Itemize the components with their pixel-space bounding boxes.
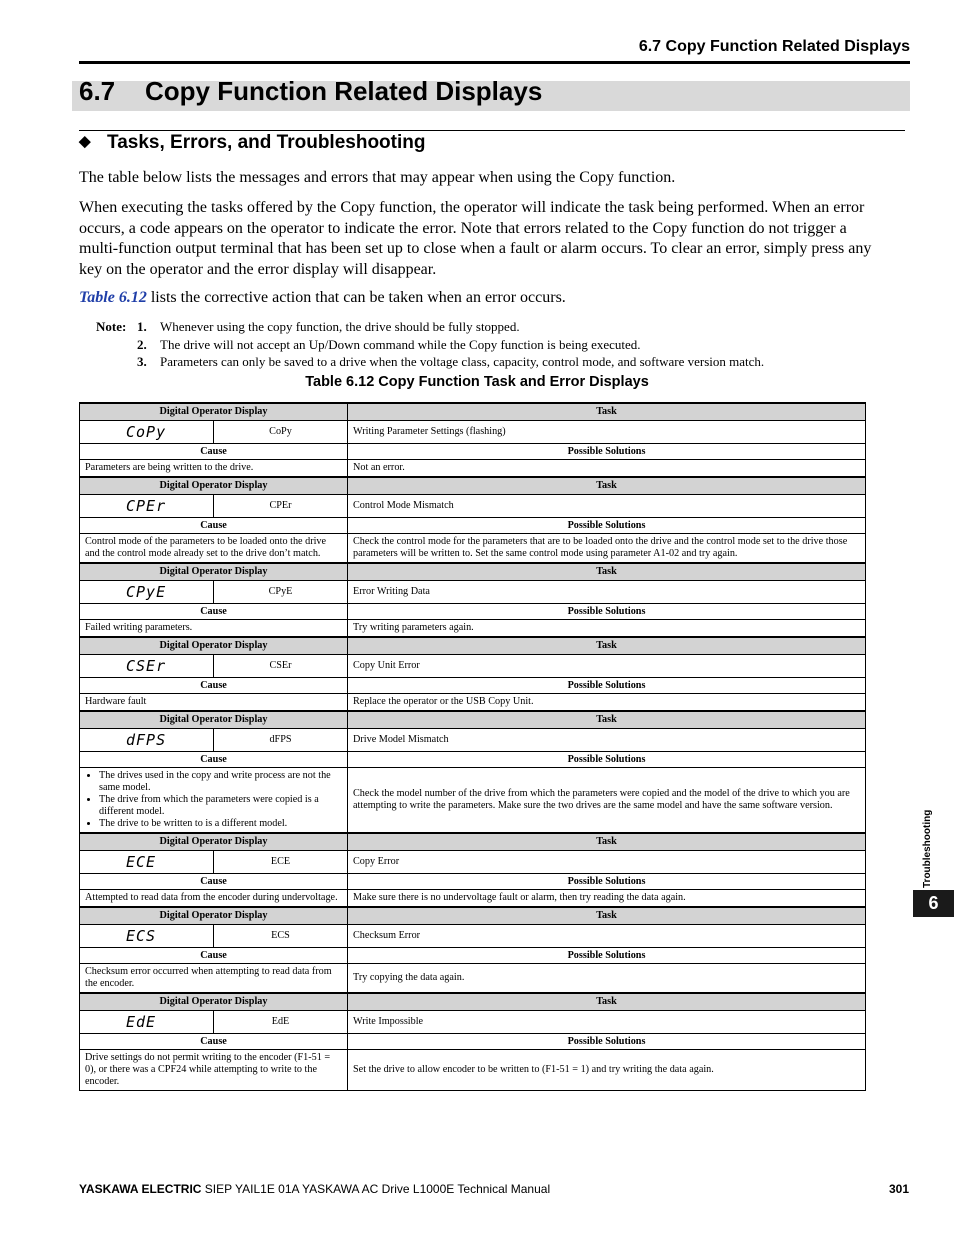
cause-list	[85, 770, 342, 830]
subsection-title: Tasks, Errors, and Troubleshooting	[107, 132, 426, 153]
header-cause: Cause	[80, 444, 348, 460]
footer	[79, 1182, 550, 1196]
table-subheader-row	[80, 874, 866, 890]
lcd-display-glyph: CPEr	[80, 495, 214, 518]
header-cause: Cause	[80, 948, 348, 964]
table-header-row	[80, 403, 866, 421]
table-row	[80, 620, 866, 638]
cause-list-item: • The drives used in the copy and write process are not the same model.	[99, 770, 342, 794]
lcd-display-glyph: EdE	[80, 1011, 214, 1034]
header-task: Task	[348, 477, 866, 495]
task-description: Error Writing Data	[348, 581, 866, 604]
note-item: 3. Parameters can only be saved to a drive when the voltage class, capacity, control mode, and software version match.	[137, 354, 765, 369]
solution-cell: Replace the operator or the USB Copy Unit.	[348, 694, 866, 712]
solution-cell: Set the drive to allow encoder to be written to (F1-51 = 1) and try writing the data again.	[348, 1050, 866, 1091]
header-solutions: Possible Solutions	[348, 444, 866, 460]
header-rule	[79, 61, 910, 64]
table-header-row	[80, 563, 866, 581]
subsection-heading	[79, 132, 425, 154]
table-row	[80, 534, 866, 564]
table-row	[80, 655, 866, 678]
header-task: Task	[348, 993, 866, 1011]
subsection-rule	[79, 130, 905, 131]
page-number: 301	[888, 1182, 909, 1196]
header-task: Task	[348, 711, 866, 729]
note-item: Note: 1. Whenever using the copy function, the drive should be fully stopped.	[96, 319, 520, 334]
error-code: CSEr	[214, 655, 348, 678]
table-row	[80, 495, 866, 518]
error-code: ECS	[214, 925, 348, 948]
table-row	[80, 460, 866, 478]
cause-cell: Control mode of the parameters to be loaded onto the drive and the control mode already set to the drive don’t match.	[80, 534, 348, 564]
cause-list-item: • The drive to be written to is a different model.	[99, 818, 342, 830]
header-solutions: Possible Solutions	[348, 752, 866, 768]
cause-cell: Failed writing parameters.	[80, 620, 348, 638]
solution-cell: Try writing parameters again.	[348, 620, 866, 638]
task-description: Drive Model Mismatch	[348, 729, 866, 752]
solution-cell: Make sure there is no undervoltage fault or alarm, then try reading the data again.	[348, 890, 866, 908]
table-row	[80, 1011, 866, 1034]
header-display: Digital Operator Display	[80, 993, 348, 1011]
note-label: Note:	[96, 319, 127, 334]
side-tab-label: Troubleshooting	[922, 809, 933, 888]
header-solutions: Possible Solutions	[348, 874, 866, 890]
header-cause: Cause	[80, 604, 348, 620]
header-task: Task	[348, 403, 866, 421]
table-row	[80, 694, 866, 712]
cause-cell: Hardware fault	[80, 694, 348, 712]
cause-cell: Parameters are being written to the drive.	[80, 460, 348, 478]
task-description: Checksum Error	[348, 925, 866, 948]
header-display: Digital Operator Display	[80, 907, 348, 925]
table-row	[80, 581, 866, 604]
table-row	[80, 1050, 866, 1091]
footer-brand: YASKAWA ELECTRIC	[79, 1182, 202, 1196]
table-row	[80, 768, 866, 834]
running-head: 6.7 Copy Function Related Displays	[638, 38, 910, 55]
header-display: Digital Operator Display	[80, 403, 348, 421]
header-display: Digital Operator Display	[80, 711, 348, 729]
header-display: Digital Operator Display	[80, 833, 348, 851]
table-subheader-row	[80, 678, 866, 694]
paragraph-intro: The table below lists the messages and errors that may appear when using the Copy function.	[79, 169, 676, 186]
cause-cell	[80, 768, 348, 834]
header-solutions: Possible Solutions	[348, 948, 866, 964]
error-code: ECE	[214, 851, 348, 874]
header-display: Digital Operator Display	[80, 563, 348, 581]
paragraph-table-ref-text: lists the corrective action that can be taken when an error occurs.	[146, 289, 566, 306]
lcd-display-glyph: ECE	[80, 851, 214, 874]
table-subheader-row	[80, 752, 866, 768]
error-code: CoPy	[214, 421, 348, 444]
table-row	[80, 729, 866, 752]
table-header-row	[80, 907, 866, 925]
header-task: Task	[348, 907, 866, 925]
lcd-display-glyph: dFPS	[80, 729, 214, 752]
paragraph-errors: When executing the tasks offered by the Copy function, the operator will indicate the task being performed. When an error occurs, a code appears on the operator to indicate the error. Note that errors related to the Copy function do not trigger a multi-function output terminal that has been set up to close when a fault or alarm occurs. To clear an error, simply press any key on the operator and the error display will disappear.	[79, 199, 872, 278]
lcd-display-glyph: CSEr	[80, 655, 214, 678]
footer-doc: SIEP YAIL1E 01A YASKAWA AC Drive L1000E Technical Manual	[201, 1182, 551, 1196]
table-header-row	[80, 833, 866, 851]
table-row	[80, 925, 866, 948]
task-description: Control Mode Mismatch	[348, 495, 866, 518]
cause-cell: Drive settings do not permit writing to the encoder (F1-51 = 0), or there was a CPF24 while attempting to write to the encoder.	[80, 1050, 348, 1091]
header-solutions: Possible Solutions	[348, 1034, 866, 1050]
copy-function-table	[79, 402, 866, 1091]
table-row	[80, 421, 866, 444]
notes-block	[96, 318, 856, 371]
cause-list-item: • The drive from which the parameters were copied is a different model.	[99, 794, 342, 818]
header-cause: Cause	[80, 752, 348, 768]
error-code: CPyE	[214, 581, 348, 604]
header-task: Task	[348, 563, 866, 581]
table-subheader-row	[80, 444, 866, 460]
lcd-display-glyph: ECS	[80, 925, 214, 948]
table-row	[80, 851, 866, 874]
lcd-display-glyph: CPyE	[80, 581, 214, 604]
error-code: EdE	[214, 1011, 348, 1034]
table-header-row	[80, 637, 866, 655]
task-description: Writing Parameter Settings (flashing)	[348, 421, 866, 444]
table-6-12-link[interactable]: Table 6.12	[79, 289, 147, 306]
table-caption: Table 6.12 Copy Function Task and Error Displays	[305, 374, 649, 390]
solution-cell: Check the control mode for the parameters that are to be loaded onto the drive and the control mode set to the drive those parameters will be written to. Set the same control mode using parameter A1-02 and try again.	[348, 534, 866, 564]
section-title	[79, 76, 542, 107]
table-header-row	[80, 711, 866, 729]
cause-cell: Attempted to read data from the encoder during undervoltage.	[80, 890, 348, 908]
table-header-row	[80, 993, 866, 1011]
cause-cell: Checksum error occurred when attempting to read data from the encoder.	[80, 964, 348, 994]
table-row	[80, 964, 866, 994]
error-code: CPEr	[214, 495, 348, 518]
section-number: 6.7	[79, 76, 116, 106]
solution-cell: Try copying the data again.	[348, 964, 866, 994]
table-subheader-row	[80, 1034, 866, 1050]
solution-cell: Not an error.	[348, 460, 866, 478]
diamond-bullet-icon: ◆	[79, 133, 91, 150]
task-description: Copy Error	[348, 851, 866, 874]
section-title-text: Copy Function Related Displays	[145, 76, 543, 106]
note-item: 2. The drive will not accept an Up/Down command while the Copy function is being executed.	[137, 336, 641, 352]
header-display: Digital Operator Display	[80, 477, 348, 495]
header-task: Task	[348, 637, 866, 655]
task-description: Write Impossible	[348, 1011, 866, 1034]
error-code: dFPS	[214, 729, 348, 752]
solution-cell: Check the model number of the drive from which the parameters were copied and the model of the drive to which you are attempting to write the parameters. Make sure the two drives are the same model and have the same software version.	[348, 768, 866, 834]
table-header-row	[80, 477, 866, 495]
table-subheader-row	[80, 604, 866, 620]
header-display: Digital Operator Display	[80, 637, 348, 655]
chapter-tab: 6	[913, 890, 954, 917]
table-subheader-row	[80, 518, 866, 534]
table-row	[80, 890, 866, 908]
header-cause: Cause	[80, 678, 348, 694]
header-cause: Cause	[80, 1034, 348, 1050]
header-task: Task	[348, 833, 866, 851]
lcd-display-glyph: CoPy	[80, 421, 214, 444]
table-subheader-row	[80, 948, 866, 964]
header-cause: Cause	[80, 874, 348, 890]
header-solutions: Possible Solutions	[348, 678, 866, 694]
header-cause: Cause	[80, 518, 348, 534]
paragraph-table-ref	[79, 288, 889, 309]
header-solutions: Possible Solutions	[348, 518, 866, 534]
task-description: Copy Unit Error	[348, 655, 866, 678]
header-solutions: Possible Solutions	[348, 604, 866, 620]
